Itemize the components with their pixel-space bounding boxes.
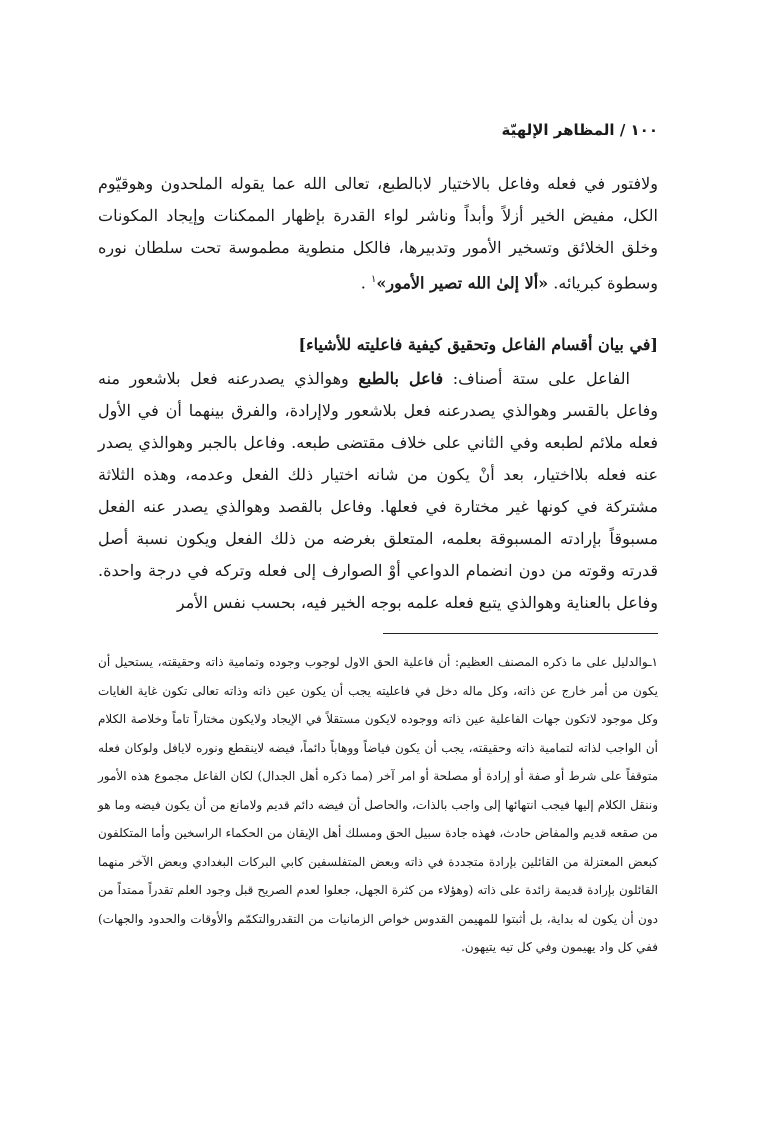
definition-by-providence: وهوالذي يتبع فعله علمه بوجه الخير فيه، بحسب نفس الأمر bbox=[176, 593, 562, 613]
footnote: ١ـوالدليل على ما ذكره المصنف العظيم: أن فاعلية الحق الاول لوجوب وجوده وتمامية ذاته وحقيقته، يستحيل أن يكون من أمر خارج عن ذاته، وكل ماله دخل في فاعليته يجب أن يكون عين ذاته وذاته تعالى تكون غاية الغايات وكل موجود لاتكون جهات الفاعلية عين ذاته ووجوده لايكون مستقلاً في الإيجاد ولايكون مختاراً تاماً وخلاصة الكلام أن الواجب لذاته لتمامية ذاته وحقيقته، يجب أن يكون فياضاً ووهاباً دائماً، فيضه لاينقطع ونوره لايافل ولوكان فعله متوقفاً على شرط أو صفة أو إرادة أو مصلحة أو امر آخر (مما ذكره أهل الجدال) لكان الفاعل مجموع هذه الأمور وننقل الكلام إليها فيجب انتهائها إلى واجب بالذات، والحاصل أن فيضه دائم قديم ولامانع من أن يكون فيضه وما هو من صقعه قديم والمفاض حادث، فهذه جادة سبيل الحق ومسلك أهل الإيقان من الحكماء الراسخين وأما المتكلفون كبعض المعتزلة من القائلين بإرادة متجددة في ذاته وبعض المتفلسفين كابي البركات البغدادي وبعض الآخر منهما القائلون بإرادة قديمة زائدة على ذاته (وهؤلاء من كثرة الجهل، جعلوا لعدم الصريح قبل وجود العلم تقدراً ممتداً من دون أن يكون له بداية، بل أثبتوا للمهيمن القدوس خواص الزمانيات من التقدروالتكمّم والأوقات والحدود والجهات) ففي كل واد يهيمون وفي كل تيه يتيهون. bbox=[98, 655, 659, 955]
quranic-quote: «ألا إلىٰ الله تصير الأمور» bbox=[376, 273, 549, 293]
intro-paragraph bbox=[98, 168, 658, 299]
term-by-intention: وفاعل بالقصد bbox=[278, 497, 373, 517]
intro-text: ولافتور في فعله وفاعل بالاختيار لابالطبع، تعالى الله عما يقوله الملحدون وهوقيّوم الكل، مفيض الخير أزلاً وأبداً وناشر لواء القدرة بإظهار الممكنات وإيجاد المكونات وخلق الخلائق وتسخير الأمور وتدبيرها، فالكل منطوية مطموسة تحت سلطان نوره وسطوة كبريائه. bbox=[98, 174, 659, 293]
footnote-reference: ١ bbox=[370, 274, 377, 285]
definition-by-nature: وهوالذي يصدرعنه فعل بلاشعور منه bbox=[98, 369, 349, 389]
document-page bbox=[98, 118, 658, 962]
intro-end: . bbox=[360, 273, 366, 293]
term-by-nature: فاعل بالطبع bbox=[358, 369, 444, 389]
running-header bbox=[98, 118, 658, 142]
definition-by-coercion: وهوالذي يصدر عنه فعله بلااختيار، بعد أنْ يكون من شانه اختيار ذلك الفعل وعدمه، وهذه الثلاثة مشتركة في كونها غير مختارة في فعلها. bbox=[98, 433, 658, 517]
section-lead: الفاعل على ستة أصناف: bbox=[452, 369, 630, 389]
definition-by-intention: وهوالذي يصدر عنه الفعل مسبوقاً بإرادته المسبوقة بعلمه، المتعلق بغرضه من ذلك الفعل ويكون نسبة أصل قدرته وقوته من دون انضمام الدواعي أوْ الصوارف إلى فعله وتركه في درجة واحدة. bbox=[98, 497, 658, 581]
section-heading: [في بيان أقسام الفاعل وتحقيق كيفية فاعليته للأشياء] bbox=[298, 335, 658, 355]
definition-by-compulsion: وهوالذي يصدرعنه فعل بلاشعور ولاإرادة، والفرق بينهما أن في الأول فعله ملائم لطبعه وفي الثاني على خلاف مقتضى طبعه. bbox=[98, 401, 658, 453]
page-number: ١٠٠ bbox=[630, 121, 658, 139]
term-by-providence: وفاعل بالعناية bbox=[566, 593, 658, 613]
section-paragraph bbox=[98, 363, 658, 619]
term-by-coercion: وفاعل بالجبر bbox=[199, 433, 286, 453]
footnote-divider bbox=[383, 633, 658, 634]
book-title: المظاهر الإلهيّة bbox=[501, 121, 615, 139]
header-separator: / bbox=[619, 121, 626, 139]
term-by-compulsion: وفاعل بالقسر bbox=[563, 401, 658, 421]
